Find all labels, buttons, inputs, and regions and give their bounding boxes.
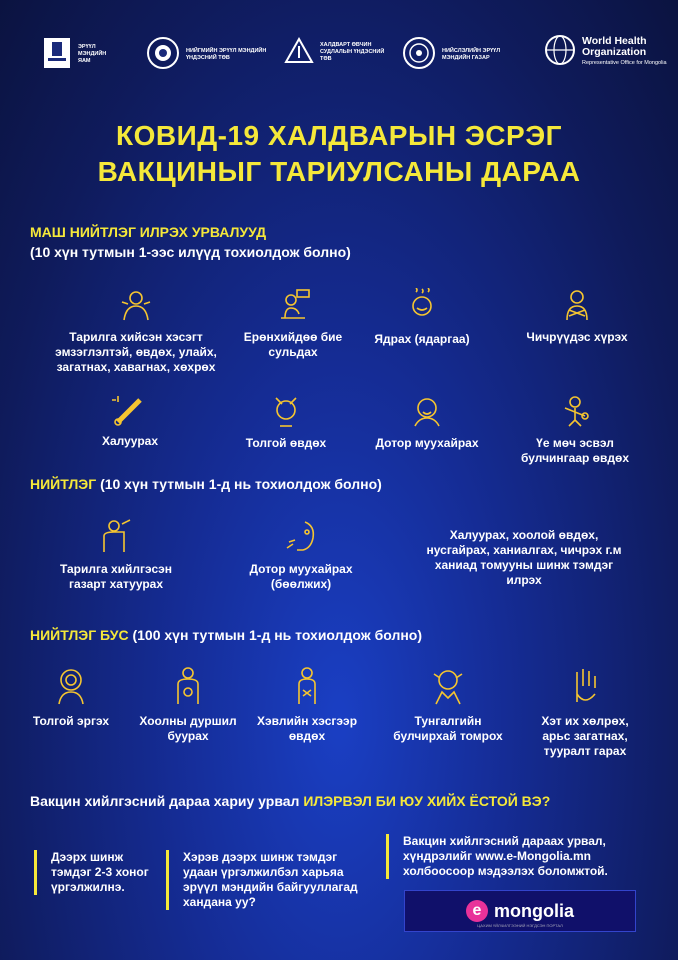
symptom-hardening: Тарилга хийлгэсэн газарт хатуурах (46, 518, 186, 592)
page-title (0, 118, 678, 190)
logo-bar (0, 28, 678, 88)
symptom-lymph: Тунгалгийн булчирхай томрох (384, 666, 512, 744)
emongolia-name: mongolia (494, 900, 574, 921)
symptom-fatigue: Ерөнхийдөө бие сульдах (238, 288, 348, 360)
ministry-emblem-icon (42, 36, 72, 73)
city-health-dept-icon (402, 36, 436, 73)
logo-city-health-text: НИЙСЛЭЛИЙН ЭРҮҮЛ МЭНДИЙН ГАЗАР (442, 47, 501, 61)
symptom-flu-like: Халуурах, хоолой өвдөх, нусгайрах, ханиалгах, чичрэх г.м ханиад томууны шинж тэмдэг илрэх (426, 528, 622, 587)
symptom-abdominal: Хэвлийн хэсгээр өвдөх (252, 666, 362, 744)
headache-icon (226, 394, 346, 432)
logo-ministry (42, 36, 118, 73)
emongolia-logo-icon: e (466, 900, 488, 922)
common-heading: НИЙТЛЭГ (10 хүн тутмын 1-д нь тохиолдож болно) (30, 476, 382, 492)
uncommon-heading: НИЙТЛЭГ БУС (100 хүн тутмын 1-д нь тохиолдож болно) (30, 627, 423, 643)
logo-who (544, 34, 672, 69)
symptom-headache: Толгой өвдөх (226, 394, 346, 451)
tired-icon (362, 288, 482, 328)
logo-public-health-text: НИЙГМИЙН ЭРҮҮЛ МЭНДИЙН ҮНДЭСНИЙ ТӨВ (186, 47, 267, 61)
symptom-tired: Ядрах (ядаргаа) (362, 288, 482, 347)
title-line-2: ВАКЦИНЫГ ТАРИУЛСАНЫ ДАРАА (97, 156, 581, 187)
thermometer-icon (70, 394, 190, 430)
symptom-allergy: Хэт их хөлрөх, арьс загатнах, тууралт гарах (526, 666, 644, 759)
what-to-do-question: Вакцин хийлгэсний дараа хариу урвал ИЛЭРВЭЛ БИ ЮУ ХИЙХ ЁСТОЙ ВЭ? (30, 793, 551, 809)
logo-ministry-text: ЭРҮҮЛ МЭНДИЙН ЯАМ (78, 44, 107, 64)
advice-contact-clinic: Хэрэв дээрх шинж тэмдэг удаан үргэлжилбэл харьяа эрүүл мэндийн байгууллагад хандана уу? (166, 850, 373, 910)
very-common-heading: МАШ НИЙТЛЭГ ИЛРЭХ УРВАЛУУД (30, 224, 267, 240)
infectious-disease-center-icon (284, 36, 314, 69)
fatigue-icon (238, 288, 348, 326)
who-sub: Representative Office for Mongolia (582, 60, 667, 66)
symptom-nausea: Дотор муухайрах (362, 394, 492, 451)
nausea-icon (362, 394, 492, 432)
symptom-appetite: Хоолны дуршил буурах (128, 666, 248, 744)
lymph-node-icon (384, 666, 512, 710)
logo-city-health (402, 36, 516, 73)
appetite-loss-icon (128, 666, 248, 710)
advice-duration: Дээрх шинж тэмдэг 2-3 хоног үргэлжилнэ. (34, 850, 151, 895)
logo-infectious (284, 36, 386, 69)
symptom-fever: Халуурах (70, 394, 190, 449)
who-name: World Health Organization (582, 35, 647, 58)
dizziness-icon (26, 666, 116, 710)
swelling-icon (46, 518, 186, 558)
emongolia-sub: ЦАХИМ ҮЙЛЧИЛГЭЭНИЙ НЭГДСЭН ПОРТАЛ (477, 923, 563, 928)
symptom-joint-pain: Үе мөч эсвэл булчингаар өвдөх (510, 394, 640, 466)
symptom-injection-site: Тарилга хийсэн хэсэгт эмзэглэлтэй, өвдөх, улайх, загатнах, хавагнах, хөхрөх (46, 288, 226, 375)
logo-public-health (146, 36, 274, 73)
chills-icon (522, 288, 632, 326)
joint-pain-icon (510, 394, 640, 432)
abdominal-pain-icon (252, 666, 362, 710)
emongolia-badge[interactable] (404, 890, 636, 932)
symptom-dizziness: Толгой эргэх (26, 666, 116, 729)
very-common-subheading: (10 хүн тутмын 1-ээс илүүд тохиолдож болно) (30, 244, 351, 260)
vomiting-icon (226, 518, 376, 558)
symptom-chills: Чичрүүдэс хүрэх (522, 288, 632, 345)
injection-site-pain-icon (46, 288, 226, 326)
logo-infectious-text: ХАЛДВАРТ ӨВЧИН СУДЛАЛЫН ҮНДЭСНИЙ ТӨВ (320, 42, 385, 62)
symptom-vomiting: Дотор муухайрах (бөөлжих) (226, 518, 376, 592)
title-line-1: КОВИД-19 ХАЛДВАРЫН ЭСРЭГ (116, 120, 562, 151)
who-emblem-icon (544, 34, 576, 69)
advice-report-online: Вакцин хийлгэсний дараах урвал, хүндрэлийг www.e-Mongolia.mn холбоосоор мэдээлэх боломжтой. (386, 834, 643, 879)
allergy-hand-icon (526, 666, 644, 710)
public-health-center-icon (146, 36, 180, 73)
